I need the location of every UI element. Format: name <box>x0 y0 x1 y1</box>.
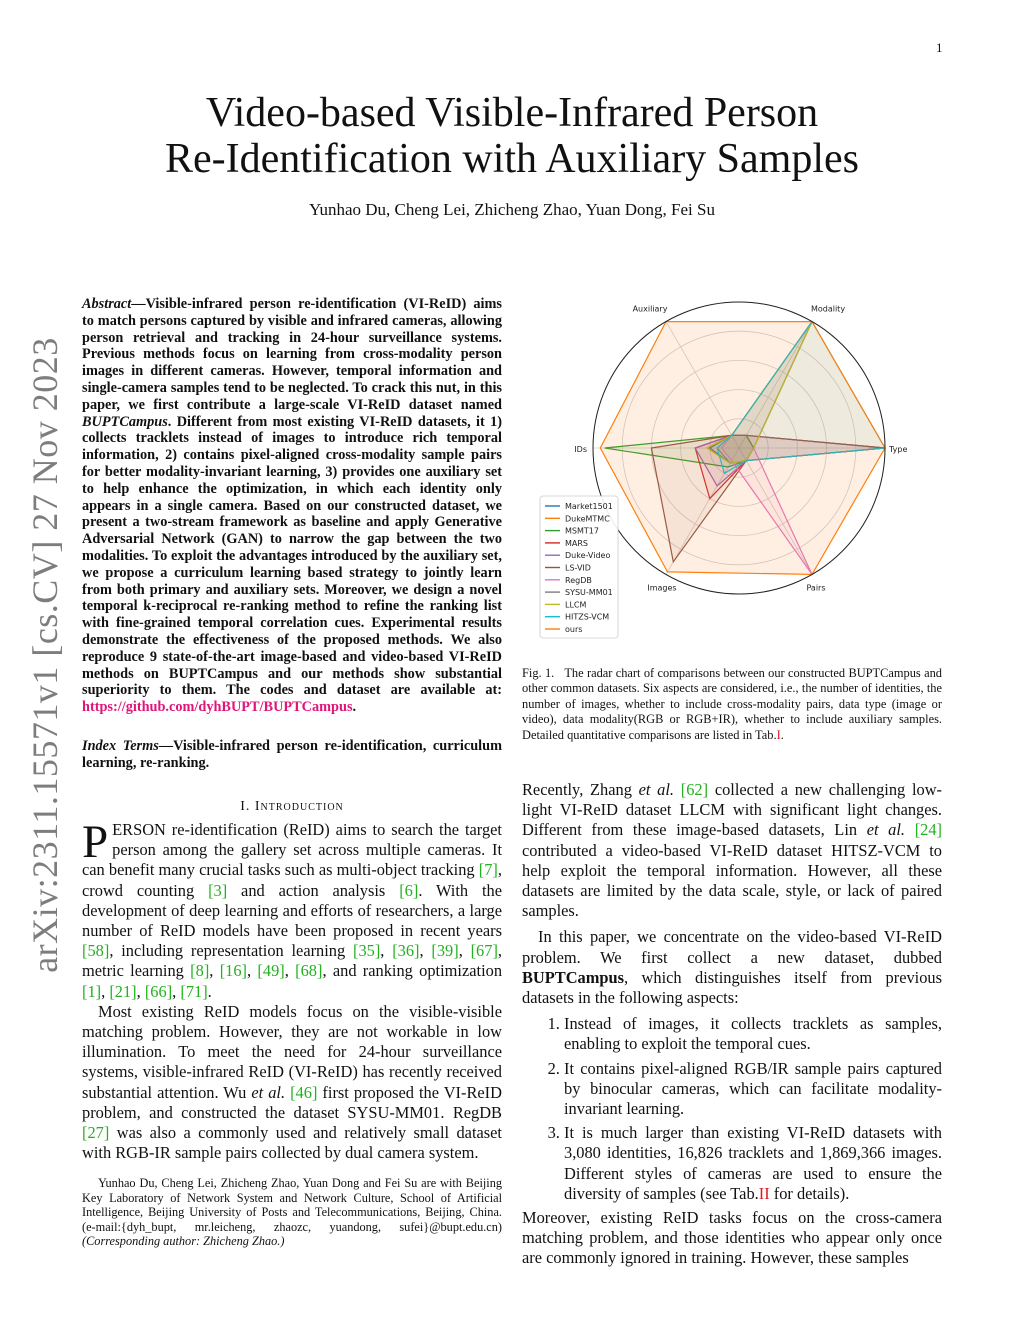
section-heading: I. Introduction <box>240 799 344 814</box>
title-line-2: Re-Identification with Auxiliary Samples <box>164 136 860 182</box>
axis-label: Modality <box>810 304 846 314</box>
axis-label: Pairs <box>806 583 826 593</box>
legend-label: ours <box>565 625 583 634</box>
intro-paragraph-1: PERSON re-identification (ReID) aims to search the target person among the gallery set across multiple cameras. It can benefit many crucial tasks such as multi-object tracking [7], crowd counting [3] and action analysis [6]. With the development of deep learning and efforts of researchers, a large number of ReID models have been proposed in recent years [58], including representation learning [35], [36], [39], [67], metric learning [8], [16], [49], [68], and ranking optimization [1], [21], [66], [71]. <box>82 816 503 1001</box>
legend-label: LS-VID <box>565 563 591 573</box>
index-terms: Index Terms—Visible-infrared person re-identification, curriculum learning, re-ranking. <box>82 738 503 771</box>
contribution-list <box>522 1014 942 1204</box>
legend-label: SYSU-MM01 <box>565 588 613 598</box>
abstract: Abstract—Visible-infrared person re-identification (VI-ReID) aims to match persons captured by visible and infrared cameras, allowing person retrieval and tracking in 24-hour surveillance systems. Previous methods focus on learning from cross-modality person images in different cameras. However, temporal information and single-camera samples tend to be neglected. To crack this nut, in this paper, we first contribute a large-scale VI-ReID dataset named BUPTCampus. Different from most existing VI-ReID datasets, it 1) collects tracklets instead of images to introduce rich temporal information, 2) contains pixel-aligned cross-modality sample pairs for better modality-invariant learning, 3) provides one auxiliary set to help enhance the optimization, in which each identity only appears in a single camera. Based on our constructed dataset, we present a two-stream framework as baseline and apply Generative Adversarial Network (GAN) to narrow the gap between the two modalities. To exploit the advantages introduced by the auxiliary set, we propose a curriculum learning based strategy to jointly learn from both primary and auxiliary sets. Moreover, we design a novel temporal k-reciprocal re-ranking method to refine the ranking list with fine-grained temporal correlation cues. Experimental results demonstrate the effectiveness of the proposed methods. We also reproduce 9 state-of-the-art image-based and video-based VI-ReID methods on BUPTCampus and our methods show substantial superiority to them. The codes and dataset are available at: https://github.com/dyhBUPT/BUPTCampus. <box>82 296 502 716</box>
list-item: 2. It contains pixel-aligned RGB/IR sample pairs captured by binocular cameras, which can facilitate modality-invariant learning. <box>564 1059 942 1120</box>
intro-left-column <box>82 816 503 1163</box>
axis-label: Auxiliary <box>632 304 668 314</box>
legend-label: HITZS-VCM <box>565 612 610 622</box>
axis-label: IDs <box>574 445 587 454</box>
right-paragraph-3: Moreover, existing ReID tasks focus on the cross-camera matching problem, and those identities who appear only once are commonly ignored in training. However, these samples <box>522 1208 942 1268</box>
figure-caption: Fig. 1. The radar chart of comparisons between our constructed BUPTCampus and other common datasets. Six aspects are considered, i.e., the number of identities, the number of images, whether to include cross-modality pairs, data type (image or video), data modality(RGB or RGB+IR), whether to include auxiliary samples. Detailed quantitative comparisons are listed in Tab.I. <box>522 666 942 742</box>
arxiv-stamp: arXiv:2311.15571v1 [cs.CV] 27 Nov 2023 <box>25 337 65 973</box>
intro-right-column <box>522 780 942 1269</box>
right-paragraph-2: In this paper, we concentrate on the video-based VI-ReID problem. We first collect a new dataset, dubbed BUPTCampus, which distinguishes itself from previous datasets in the following aspects: <box>522 927 942 1008</box>
legend-label: Duke-Video <box>565 551 611 561</box>
abstract-label: Abstract <box>82 296 132 312</box>
legend-label: MARS <box>565 538 589 548</box>
legend-label: RegDB <box>565 575 592 585</box>
radar-chart <box>538 300 938 642</box>
right-paragraph-1: Recently, Zhang et al. [62] collected a new challenging low-light VI-ReID dataset LLCM with significant light changes. Different from these image-based datasets, Lin et al. [24] contributed a video-based VI-ReID dataset HITSZ-VCM to help exploit the temporal information. However, all these datasets are limited by the data scale, style, or lack of paired samples. <box>522 780 942 921</box>
authors: Yunhao Du, Cheng Lei, Zhicheng Zhao, Yuan Dong, Fei Su <box>309 200 715 219</box>
list-item: 1. Instead of images, it collects tracklets as samples, enabling to exploit the temporal cues. <box>564 1014 942 1054</box>
axis-label: Type <box>889 445 908 454</box>
affiliation-footnote: Yunhao Du, Cheng Lei, Zhicheng Zhao, Yuan Dong and Fei Su are with Beijing Key Laboratory of Network System and Network Culture, School of Artificial Intelligence, Beijing University of Posts and Telecommunications, Beijing, China. (e-mail:{dyh_bupt, mr.leicheng, zhaozc, yuandong, sufei}@bupt.edu.cn) (Corresponding author: Zhicheng Zhao.) <box>82 1176 502 1249</box>
paper-title <box>100 90 924 182</box>
page-number: 1 <box>936 40 943 55</box>
legend-label: LLCM <box>565 600 587 610</box>
intro-paragraph-2: Most existing ReID models focus on the visible-visible matching problem. However, they are not workable in low illumination. To meet the need for 24-hour surveillance systems, visible-infrared ReID (VI-ReID) has recently received substantial attention. Wu et al. [46] first proposed the VI-ReID problem, and constructed the dataset SYSU-MM01. RegDB [27] was also a commonly used and relatively small dataset with RGB-IR sample pairs collected by dual camera system. <box>82 1001 502 1163</box>
series-ours <box>600 322 885 575</box>
legend-label: MSMT17 <box>565 526 599 536</box>
title-line-1: Video-based Visible-Infrared Person <box>205 90 819 136</box>
list-item: 3. It is much larger than existing VI-ReID datasets with 3,080 identities, 16,826 tracklets and 1,869,366 images. Different styles of cameras are used to ensure the diversity of samples (see Tab.II for details). <box>564 1123 942 1204</box>
legend-label: DukeMTMC <box>565 514 610 524</box>
axis-label: Images <box>647 583 677 593</box>
legend-label: Market1501 <box>565 502 613 511</box>
github-link[interactable]: https://github.com/dyhBUPT/BUPTCampus <box>82 699 353 716</box>
dropcap: P <box>82 816 109 868</box>
